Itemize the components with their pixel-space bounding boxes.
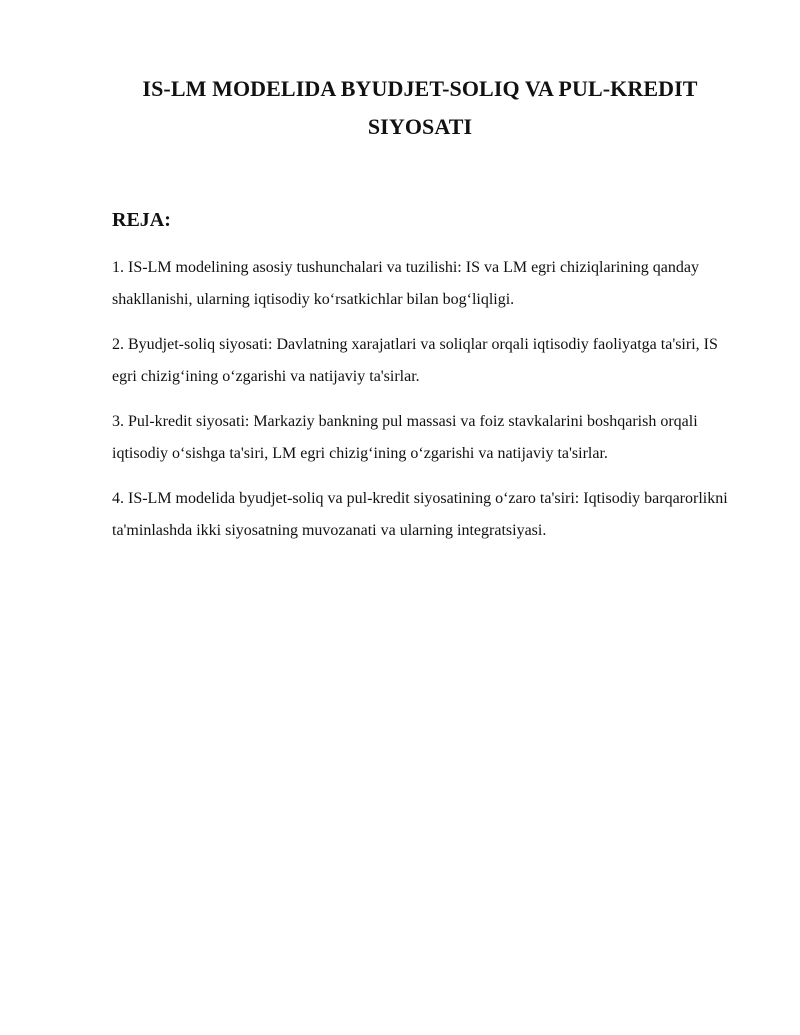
title-line-1: IS-LM MODELIDA BYUDJET-SOLIQ VA PUL-KREDIT: [142, 76, 698, 101]
plan-item-2: 2. Byudjet-soliq siyosati: Davlatning xarajatlari va soliqlar orqali iqtisodiy faoliyatga ta'siri, IS egri chizig‘ining o‘zgarishi va natijaviy ta'sirlar.: [112, 336, 718, 385]
plan-item-3: 3. Pul-kredit siyosati: Markaziy bankning pul massasi va foiz stavkalarini boshqarish orqali iqtisodiy o‘sishga ta'siri, LM egri chizig‘ining o‘zgarishi va natijaviy ta'sirlar.: [112, 413, 698, 462]
plan-item-1: 1. IS-LM modelining asosiy tushunchalari va tuzilishi: IS va LM egri chiziqlarining qanday shakllanishi, ularning iqtisodiy ko‘rsatkichlar bilan bog‘liqligi.: [112, 259, 699, 308]
plan-item-4: 4. IS-LM modelida byudjet-soliq va pul-kredit siyosatining o‘zaro ta'siri: Iqtisodiy barqarorlikni ta'minlashda ikki siyosatning muvozanati va ularning integratsiyasi.: [112, 490, 728, 539]
title-line-2: SIYOSATI: [367, 114, 473, 139]
plan-heading: REJA:: [112, 209, 171, 231]
document-title: [112, 70, 728, 146]
plan-list: [112, 252, 732, 560]
